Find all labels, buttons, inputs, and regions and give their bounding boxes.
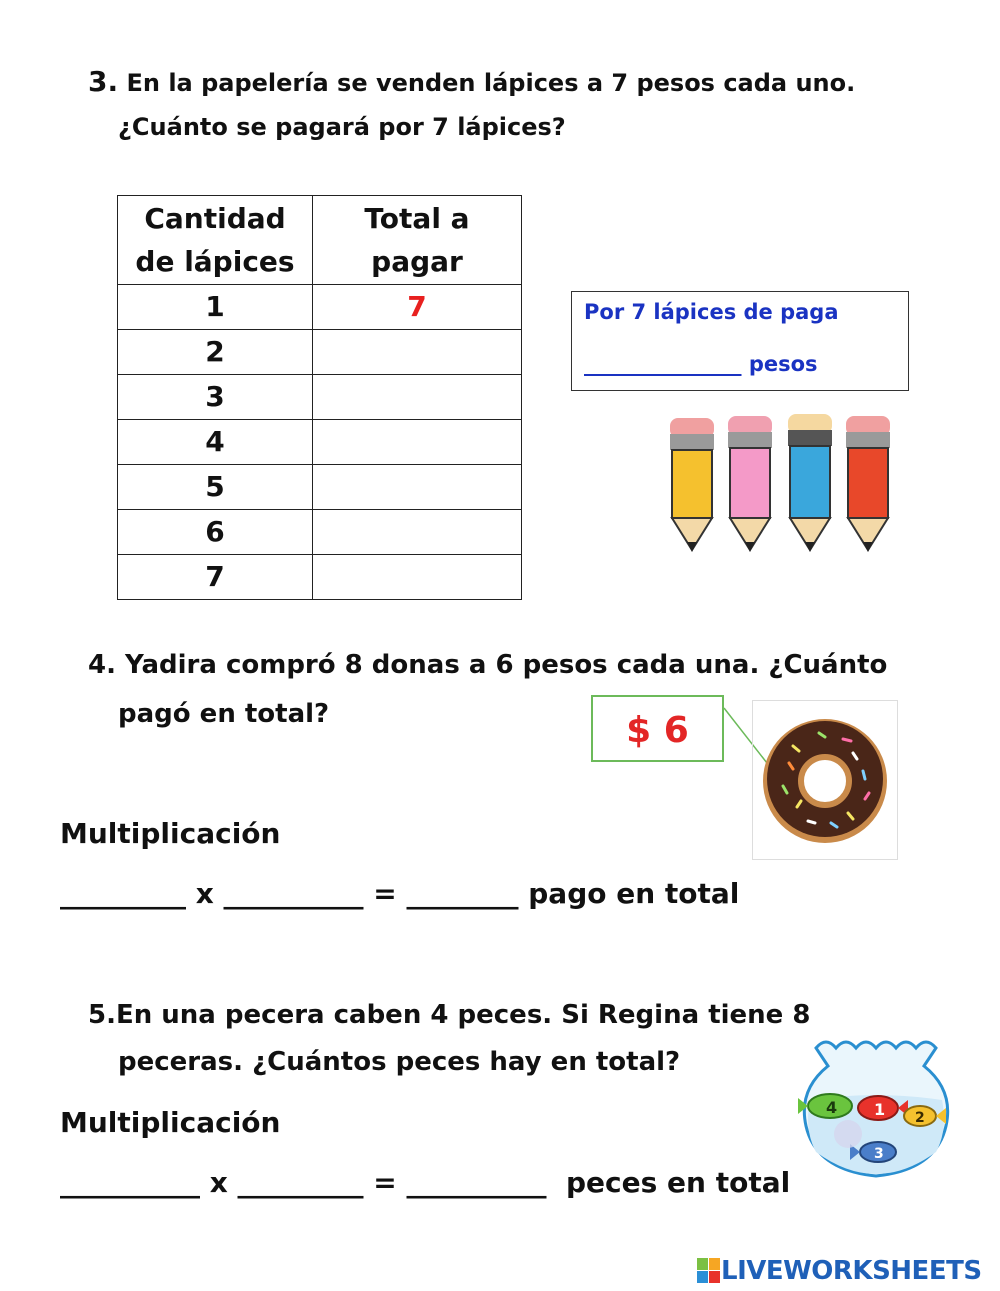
q3-text: En la papelería se venden lápices a 7 pesos cada uno. — [126, 69, 856, 97]
q4-line2: pagó en total? — [118, 699, 330, 729]
total-cell[interactable] — [313, 510, 522, 555]
q5-line1: 5.En una pecera caben 4 peces. Si Regina tiene 8 — [88, 1000, 811, 1030]
qty-cell: 2 — [118, 330, 313, 375]
table-row — [118, 285, 522, 330]
fish-label-1: 1 — [874, 1100, 886, 1119]
table-row — [118, 465, 522, 510]
header-quantity-line1: Cantidad — [144, 202, 286, 235]
total-cell[interactable] — [313, 465, 522, 510]
liveworksheets-logo — [697, 1253, 982, 1289]
table-row — [118, 330, 522, 375]
q3-line1 — [88, 60, 855, 105]
total-cell[interactable] — [313, 375, 522, 420]
logo-mark-icon — [697, 1258, 721, 1284]
qty-cell: 4 — [118, 420, 313, 465]
qty-cell: 6 — [118, 510, 313, 555]
header-quantity-line2: de lápices — [135, 245, 295, 278]
pencil-icon — [788, 414, 832, 552]
price-table — [117, 195, 522, 600]
donut-frame — [752, 700, 898, 860]
qty-cell: 5 — [118, 465, 313, 510]
answer-box — [571, 291, 909, 391]
table-row — [118, 555, 522, 600]
q5-line2: peceras. ¿Cuántos peces hay en total? — [118, 1047, 681, 1077]
answer-box-line — [584, 352, 818, 376]
pencil-icon — [728, 416, 772, 552]
qty-cell: 3 — [118, 375, 313, 420]
answer-blank[interactable]: _______________ — [584, 352, 742, 376]
q3-line2: ¿Cuánto se pagará por 7 lápices? — [118, 113, 566, 141]
q4-equation[interactable]: _________ x __________ = ________ pago en total — [60, 877, 740, 910]
fishbowl-icon — [796, 1030, 956, 1180]
total-cell[interactable] — [313, 330, 522, 375]
header-quantity — [118, 196, 313, 285]
answer-unit: pesos — [748, 352, 818, 376]
qty-cell: 7 — [118, 555, 313, 600]
donut-icon — [753, 701, 897, 859]
header-total-line2: pagar — [371, 245, 463, 278]
header-total-line1: Total a — [364, 202, 470, 235]
q4-line1: 4. Yadira compró 8 donas a 6 pesos cada una. ¿Cuánto — [88, 650, 888, 680]
answer-box-prompt: Por 7 lápices de paga — [584, 300, 839, 324]
pencil-icon — [846, 416, 890, 552]
q5-mult-label: Multiplicación — [60, 1106, 281, 1139]
logo-text: LIVEWORKSHEETS — [721, 1256, 982, 1286]
total-cell[interactable] — [313, 420, 522, 465]
q4-mult-label: Multiplicación — [60, 817, 281, 850]
fish-label-3: 3 — [874, 1146, 884, 1162]
fish-label-4: 4 — [826, 1098, 838, 1117]
pencils-illustration — [660, 410, 900, 560]
q3-number: 3. — [88, 65, 119, 98]
price-tag: $ 6 — [591, 695, 724, 762]
total-cell[interactable] — [313, 555, 522, 600]
table-row — [118, 375, 522, 420]
pencil-icon — [670, 418, 714, 552]
table-row — [118, 510, 522, 555]
total-cell[interactable]: 7 — [313, 285, 522, 330]
fish-label-2: 2 — [915, 1110, 925, 1126]
q5-equation[interactable]: __________ x _________ = __________ peces en total — [60, 1166, 791, 1199]
qty-cell: 1 — [118, 285, 313, 330]
table-row — [118, 420, 522, 465]
header-total — [313, 196, 522, 285]
